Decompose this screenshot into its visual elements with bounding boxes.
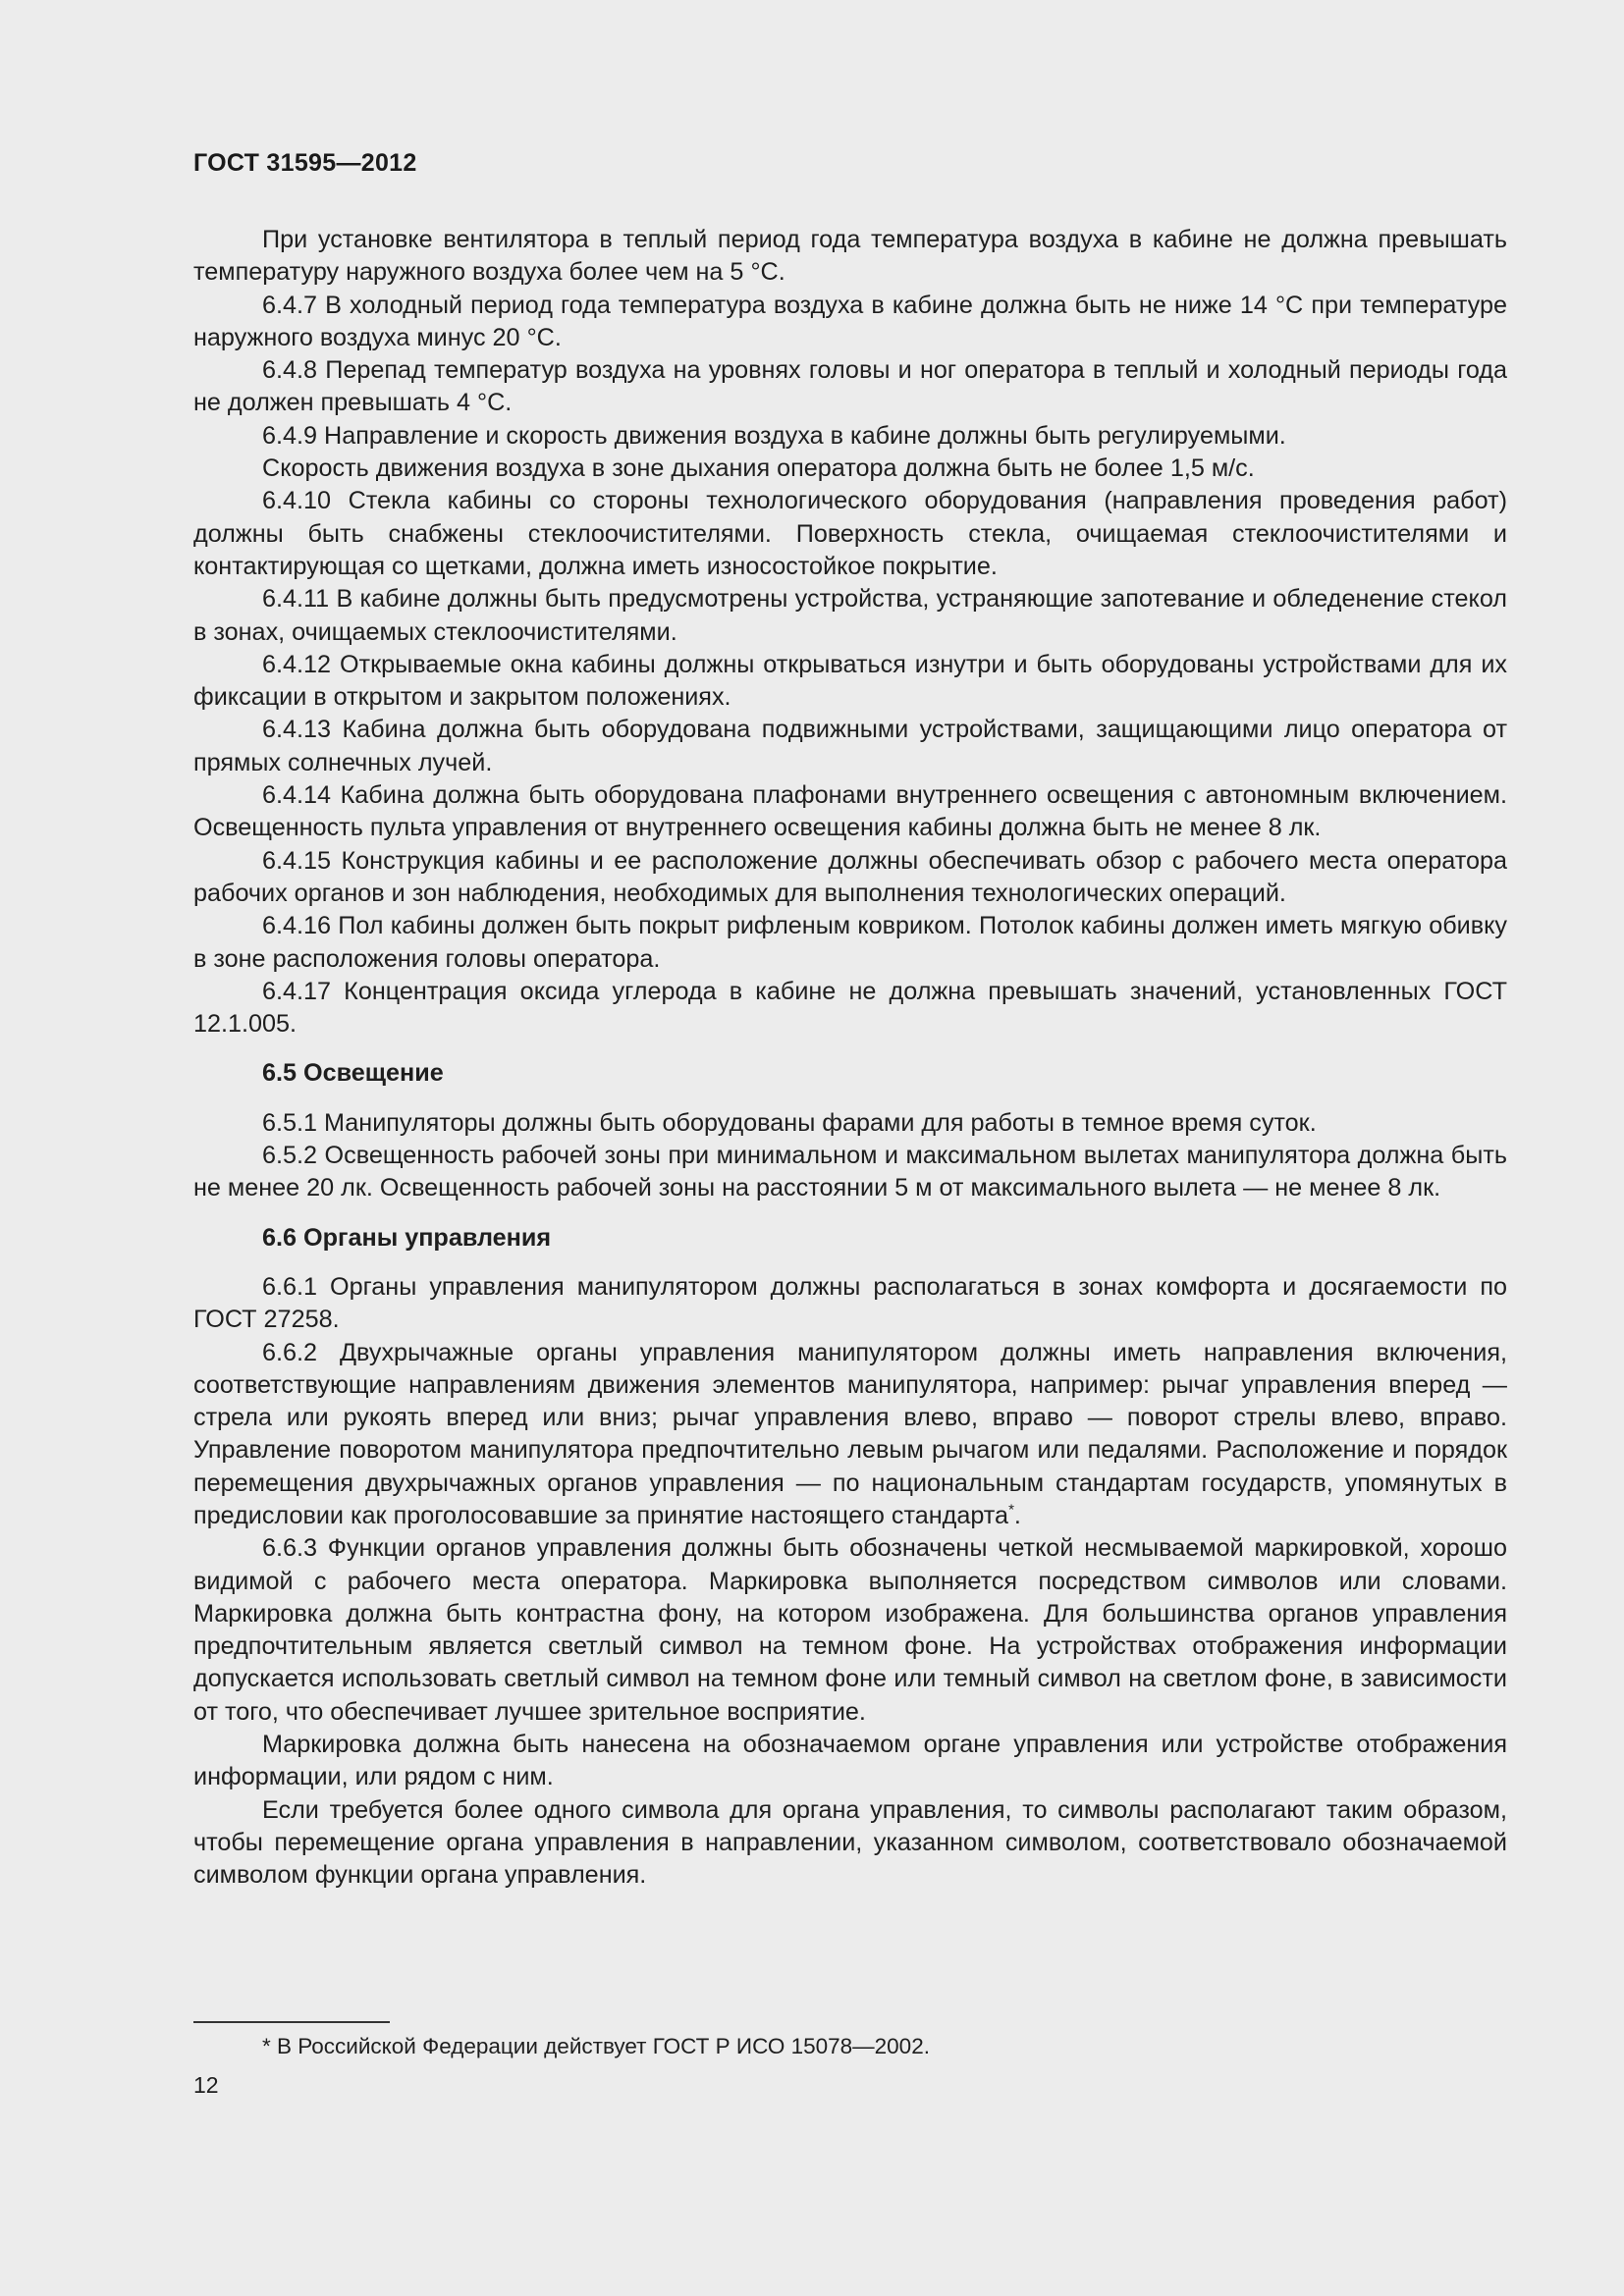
footnote-marker: * (1008, 1501, 1014, 1519)
paragraph-marking-placement: Маркировка должна быть нанесена на обозначаемом органе управления или устройстве отображения информации, или рядом с ним. (193, 1731, 1507, 1791)
section-heading-lighting: 6.5 Освещение (262, 1059, 444, 1088)
paragraph-6-6-3: 6.6.3 Функции органов управления должны быть обозначены четкой несмываемой маркировкой, хорошо видимой с рабочего места оператора. Маркировка выполняется посредством символов или словами. Маркировка должна быть контрастна фону, на котором изображена. Для большинства органов управления предпочтительным является светлый символ на темном фоне. На устройствах отображения информации допускается использовать светлый символ на темном фоне или темный символ на светлом фоне, в зависимости от того, что обеспечивает лучшее зрительное восприятие. (193, 1534, 1507, 1726)
paragraph-6-4-15: 6.4.15 Конструкция кабины и ее расположение должны обеспечивать обзор с рабочего места оператора рабочих органов и зон наблюдения, необходимых для выполнения технологических операций. (193, 846, 1507, 907)
paragraph-6-4-8: 6.4.8 Перепад температур воздуха на уровнях головы и ног оператора в теплый и холодный периоды года не должен превышать 4 °С. (193, 356, 1507, 417)
paragraph-6-5-2: 6.5.2 Освещенность рабочей зоны при минимальном и максимальном вылетах манипулятора должна быть не менее 20 лк. Освещенность рабочей зоны на расстоянии 5 м от максимального вылета — не менее 8 лк. (193, 1142, 1507, 1202)
footnote-text: * В Российской Федерации действует ГОСТ Р ИСО 15078—2002. (262, 2034, 930, 2058)
paragraph-6-4-16: 6.4.16 Пол кабины должен быть покрыт рифленым ковриком. Потолок кабины должен иметь мягкую обивку в зоне расположения головы оператора. (193, 912, 1507, 973)
footnote-separator (193, 2021, 390, 2023)
paragraph-6-4-9: 6.4.9 Направление и скорость движения воздуха в кабине должны быть регулируемыми. (262, 421, 1286, 450)
document-header: ГОСТ 31595—2012 (193, 149, 417, 177)
paragraph-6-4-10: 6.4.10 Стекла кабины со стороны технологического оборудования (направления проведения работ) должны быть снабжены стеклоочистителями. Поверхность стекла, очищаемая стеклоочистителями и контактирующая со щетками, должна иметь износостойкое покрытие. (193, 487, 1507, 580)
section-heading-controls: 6.6 Органы управления (262, 1223, 552, 1252)
paragraph-6-6-1: 6.6.1 Органы управления манипулятором должны располагаться в зонах комфорта и досягаемости по ГОСТ 27258. (193, 1272, 1507, 1334)
paragraph-6-4-12: 6.4.12 Открываемые окна кабины должны открываться изнутри и быть оборудованы устройствами для их фиксации в открытом и закрытом положениях. (193, 650, 1507, 712)
paragraph-6-4-11: 6.4.11 В кабине должны быть предусмотрены устройства, устраняющие запотевание и обледенение стекол в зонах, очищаемых стеклоочистителями. (193, 585, 1507, 646)
paragraph-6-4-14: 6.4.14 Кабина должна быть оборудована плафонами внутреннего освещения с автономным включением. Освещенность пульта управления от внутреннего освещения кабины должна быть не менее 8 лк. (193, 781, 1507, 842)
paragraph-6-6-2-text: 6.6.2 Двухрычажные органы управления манипулятором должны иметь направления включения, соответствующие направлениям движения элементов манипулятора, например: рычаг управления вперед — стрела или рукоять вперед или вниз; рычаг управления влево, вправо — поворот стрелы влево, вправо. Управление поворотом манипулятора предпочтительно левым рычагом или педалями. Расположение и порядок перемещения двухрычажных органов управления — по национальным стандартам государств, упомянутых в предисловии как проголосовавшие за принятие настоящего стандарта (193, 1338, 1507, 1529)
paragraph-6-4-7: 6.4.7 В холодный период года температура воздуха в кабине должна быть не ниже 14 °С при температуре наружного воздуха минус 20 °С. (193, 291, 1507, 351)
paragraph-6-4-17: 6.4.17 Концентрация оксида углерода в кабине не должна превышать значений, установленных ГОСТ 12.1.005. (193, 977, 1507, 1039)
paragraph-6-6-2-end: . (1013, 1501, 1021, 1529)
paragraph-fan-temperature: При установке вентилятора в теплый период года температура воздуха в кабине не должна превышать температуру наружного воздуха более чем на 5 °С. (193, 226, 1507, 287)
paragraph-6-6-2 (193, 1337, 1507, 1533)
document-body (193, 224, 1507, 1893)
paragraph-multiple-symbols: Если требуется более одного символа для органа управления, то символы располагают таким образом, чтобы перемещение органа управления в направлении, указанном символом, соответствовало обозначаемой символом функции органа управления. (193, 1795, 1507, 1890)
paragraph-6-4-13: 6.4.13 Кабина должна быть оборудована подвижными устройствами, защищающими лицо оператора от прямых солнечных лучей. (193, 716, 1507, 776)
paragraph-6-5-1: 6.5.1 Манипуляторы должны быть оборудованы фарами для работы в темное время суток. (262, 1108, 1317, 1137)
page-number: 12 (193, 2072, 219, 2098)
paragraph-air-speed: Скорость движения воздуха в зоне дыхания оператора должна быть не более 1,5 м/с. (262, 454, 1255, 483)
